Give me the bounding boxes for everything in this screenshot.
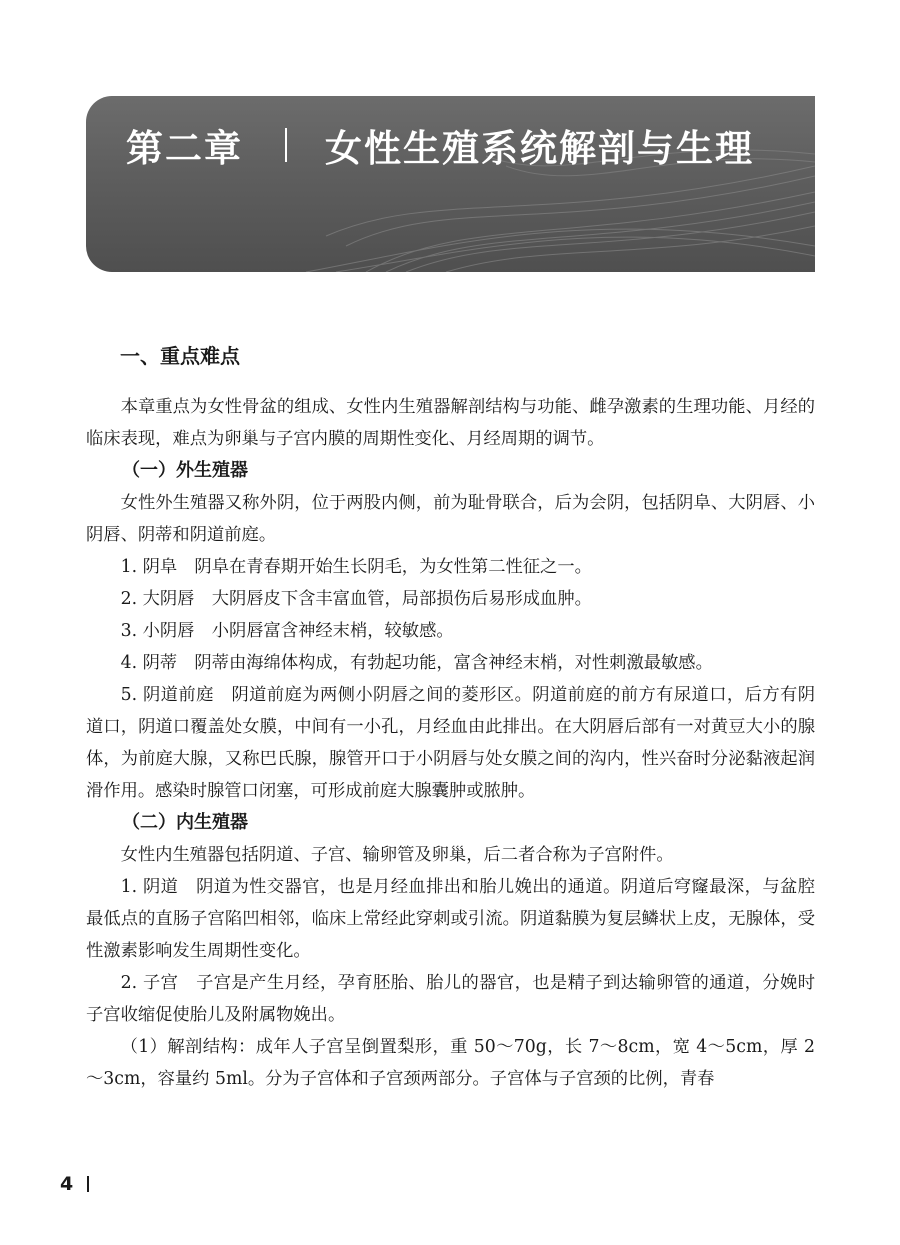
footer-bar: [87, 1176, 89, 1192]
paragraph: 3. 小阴唇 小阴唇富含神经末梢，较敏感。: [120, 621, 454, 641]
subsection-heading: （二）内生殖器: [122, 812, 248, 833]
paragraph: 2. 子宫 子宫是产生月经，孕育胚胎、胎儿的器官，也是精子到达输卵管的通道，分娩时子宫收缩促使胎儿及附属物娩出。: [86, 973, 815, 1025]
paragraph: 女性外生殖器又称外阴，位于两股内侧，前为耻骨联合，后为会阴，包括阴阜、大阴唇、小阴唇、阴蒂和阴道前庭。: [86, 493, 815, 545]
subsection-heading: （一）外生殖器: [122, 460, 248, 481]
chapter-name: 女性生殖系统解剖与生理: [325, 127, 754, 170]
paragraph: 本章重点为女性骨盆的组成、女性内生殖器解剖结构与功能、雌孕激素的生理功能、月经的临床表现，难点为卵巢与子宫内膜的周期性变化、月经周期的调节。: [86, 397, 815, 449]
paragraph: （1）解剖结构：成年人子宫呈倒置梨形，重 50～70g，长 7～8cm，宽 4～5cm，厚 2～3cm，容量约 5ml。分为子宫体和子宫颈两部分。子宫体与子宫颈的比例，青春: [86, 1037, 815, 1089]
chapter-banner: [86, 96, 815, 272]
page-number: 4: [60, 1173, 74, 1195]
chapter-title: [126, 120, 754, 170]
paragraph: 4. 阴蒂 阴蒂由海绵体构成，有勃起功能，富含神经末梢，对性刺激最敏感。: [120, 653, 713, 673]
paragraph: 女性内生殖器包括阴道、子宫、输卵管及卵巢，后二者合称为子宫附件。: [120, 845, 674, 865]
paragraph: 2. 大阴唇 大阴唇皮下含丰富血管，局部损伤后易形成血肿。: [120, 589, 592, 609]
title-separator: [285, 128, 287, 162]
paragraph: 1. 阴阜 阴阜在青春期开始生长阴毛，为女性第二性征之一。: [120, 557, 592, 577]
paragraph: 5. 阴道前庭 阴道前庭为两侧小阴唇之间的菱形区。阴道前庭的前方有尿道口，后方有阴道口，阴道口覆盖处女膜，中间有一小孔，月经血由此排出。在大阴唇后部有一对黄豆大小的腺体，为前庭大腺，又称巴氏腺，腺管开口于小阴唇与处女膜之间的沟内，性兴奋时分泌黏液起润滑作用。感染时腺管口闭塞，可形成前庭大腺囊肿或脓肿。: [86, 685, 815, 801]
body-text: [86, 391, 815, 1095]
chapter-number: 第二章: [126, 127, 243, 170]
page-footer: [60, 1172, 89, 1196]
section-heading: 一、重点难点: [120, 344, 240, 368]
paragraph: 1. 阴道 阴道为性交器官，也是月经血排出和胎儿娩出的通道。阴道后穹窿最深，与盆腔最低点的直肠子宫陷凹相邻，临床上常经此穿刺或引流。阴道黏膜为复层鳞状上皮，无腺体，受性激素影响发生周期性变化。: [86, 877, 815, 961]
